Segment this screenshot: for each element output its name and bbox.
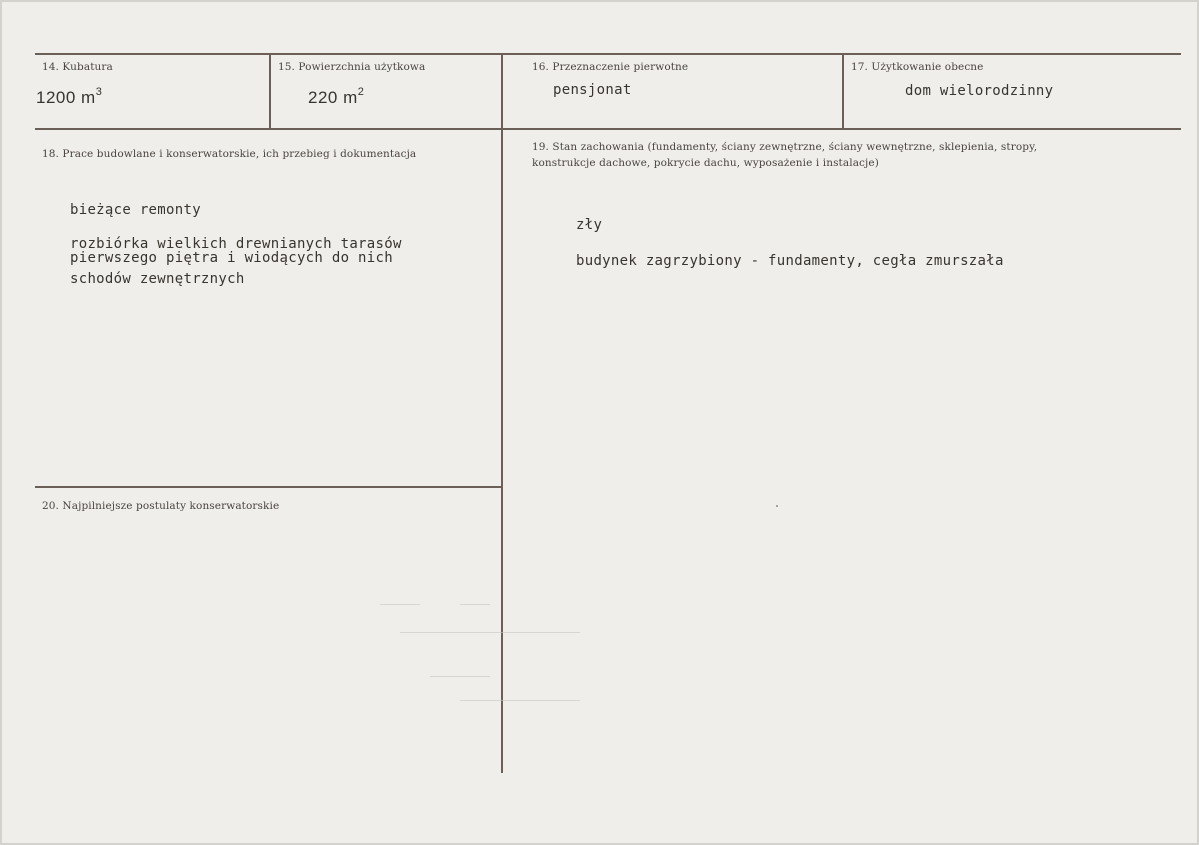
postulaty-label: 20. Najpilniejsze postulaty konserwatorskie — [42, 500, 280, 512]
paper-speck — [776, 505, 778, 507]
uzytkowanie-label: 17. Użytkowanie obecne — [851, 61, 984, 73]
prace-line-1: bieżące remonty — [70, 202, 201, 218]
show-through-mark — [430, 676, 490, 677]
uzytkowanie-value: dom wielorodzinny — [905, 83, 1054, 99]
kubatura-value-text: 1200 m — [36, 88, 96, 107]
show-through-mark — [460, 700, 580, 701]
prace-line-3: pierwszego piętra i wiodących do nich — [70, 250, 393, 266]
powierzchnia-label: 15. Powierzchnia użytkowa — [278, 61, 426, 73]
column-divider-3 — [842, 53, 844, 130]
column-divider-2 — [501, 53, 503, 773]
kubatura-value — [36, 88, 102, 108]
kubatura-unit-superscript: 3 — [95, 86, 103, 98]
prace-line-4: schodów zewnętrznych — [70, 271, 245, 287]
stan-label-line-2: konstrukcje dachowe, pokrycie dachu, wyposażenie i instalacje) — [532, 157, 879, 169]
stan-label-line-1: 19. Stan zachowania (fundamenty, ściany zewnętrzne, ściany wewnętrzne, sklepienia, stropy, — [532, 141, 1038, 153]
show-through-mark — [460, 604, 490, 605]
show-through-mark — [400, 632, 580, 633]
show-through-mark — [380, 604, 420, 605]
stan-line-1: zły — [576, 217, 603, 233]
prace-label: 18. Prace budowlane i konserwatorskie, ich przebieg i dokumentacja — [42, 148, 417, 160]
przeznaczenie-value: pensjonat — [553, 82, 632, 98]
row-divider-line — [35, 128, 1181, 130]
stan-line-2: budynek zagrzybiony - fundamenty, cegła zmurszała — [576, 253, 1004, 269]
powierzchnia-unit-superscript: 2 — [357, 86, 365, 98]
powierzchnia-value — [308, 88, 364, 108]
powierzchnia-value-text: 220 m — [308, 88, 358, 107]
top-border-line — [35, 53, 1181, 55]
column-divider-1 — [269, 53, 271, 130]
kubatura-label: 14. Kubatura — [42, 61, 113, 73]
prace-line-2: rozbiórka wielkich drewnianych tarasów — [70, 236, 402, 252]
przeznaczenie-label: 16. Przeznaczenie pierwotne — [532, 61, 689, 73]
section-divider-line — [35, 486, 502, 488]
